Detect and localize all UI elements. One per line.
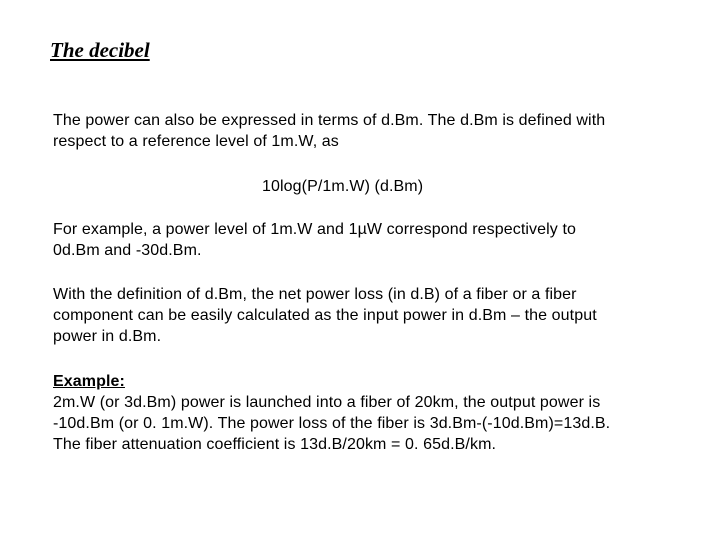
formula: 10log(P/1m.W) (d.Bm)	[262, 178, 424, 195]
example-heading: Example:	[53, 373, 125, 390]
text-line: The power can also be expressed in terms of d.Bm. The d.Bm is defined with	[53, 112, 606, 129]
text-line: component can be easily calculated as the input power in d.Bm – the output	[53, 307, 597, 324]
text-line: -10d.Bm (or 0. 1m.W). The power loss of the fiber is 3d.Bm-(-10d.Bm)=13d.B.	[53, 415, 611, 432]
page-title: The decibel	[50, 38, 150, 62]
text-line: power in d.Bm.	[53, 328, 162, 345]
text-line: 0d.Bm and -30d.Bm.	[53, 242, 202, 259]
text-line: With the definition of d.Bm, the net power loss (in d.B) of a fiber or a fiber	[53, 286, 577, 303]
paragraph-power-loss	[53, 284, 673, 347]
paragraph-example-levels	[53, 219, 673, 261]
example-section	[53, 371, 673, 455]
text-line: The fiber attenuation coefficient is 13d.B/20km = 0. 65d.B/km.	[53, 436, 497, 453]
text-line: For example, a power level of 1m.W and 1µW correspond respectively to	[53, 221, 577, 238]
text-line: 2m.W (or 3d.Bm) power is launched into a fiber of 20km, the output power is	[53, 394, 601, 411]
paragraph-dbm-definition	[53, 110, 673, 152]
text-line: respect to a reference level of 1m.W, as	[53, 133, 339, 150]
